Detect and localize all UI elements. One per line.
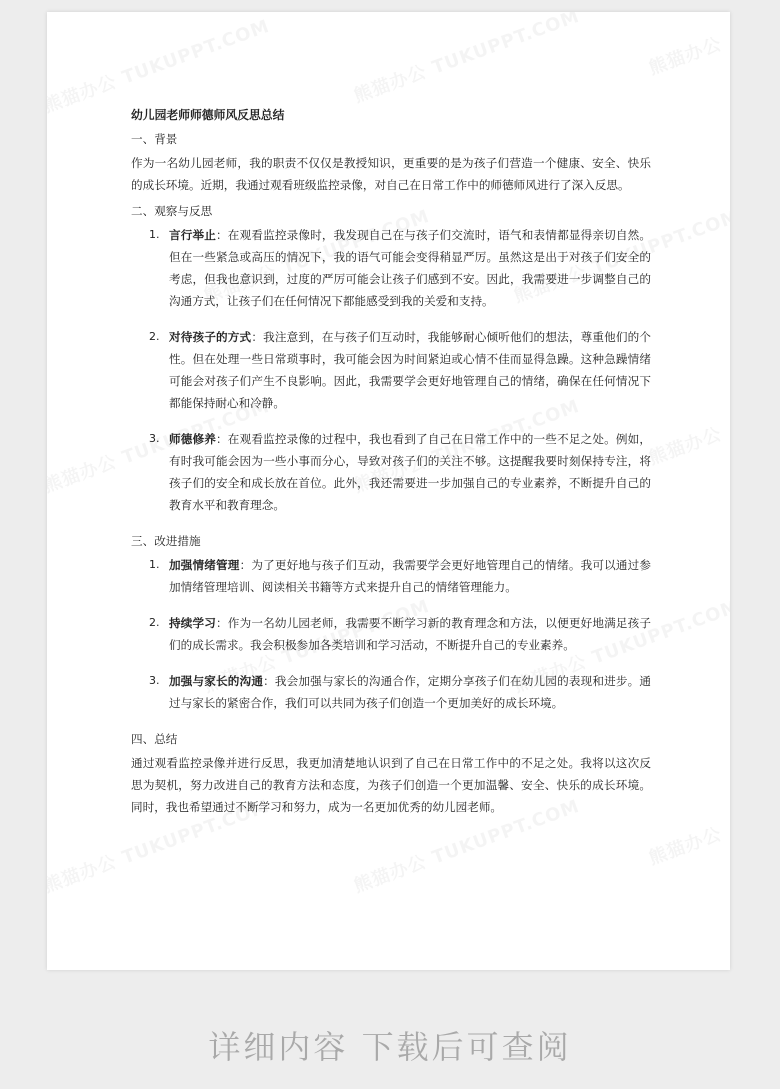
- section-heading-observation: 二、观察与反思: [131, 204, 213, 218]
- list-number: 3.: [149, 432, 160, 445]
- download-prompt: 详细内容 下载后可查阅: [208, 1028, 572, 1066]
- background-paragraph: 作为一名幼儿园老师，我的职责不仅仅是教授知识，更重要的是为孩子们营造一个健康、安全、快乐的成长环境。近期，我通过观看班级监控录像，对自己在日常工作中的师德师风进行了深入反思。: [131, 156, 651, 192]
- list-item: [131, 428, 651, 516]
- list-item-lead: 持续学习: [169, 616, 217, 630]
- watermark: [350, 12, 583, 108]
- list-item-text: ：作为一名幼儿园老师，我需要不断学习新的教育理念和方法，以便更好地满足孩子们的成长需求。我会积极参加各类培训和学习活动，不断提升自己的专业素养。: [169, 616, 651, 652]
- list-item-lead: 言行举止: [169, 228, 217, 242]
- document-page: [47, 12, 730, 970]
- list-item-text: ：我注意到，在与孩子们互动时，我能够耐心倾听他们的想法，尊重他们的个性。但在处理一些日常琐事时，我可能会因为时间紧迫或心情不佳而显得急躁。这种急躁情绪可能会对孩子们产生不良影响。因此，我需要学会更好地管理自己的情绪，确保在任何情况下都能保持耐心和冷静。: [169, 330, 651, 410]
- improvement-list: [131, 554, 651, 714]
- list-item-text: ：为了更好地与孩子们互动，我需要学会更好地管理自己的情绪。我可以通过参加情绪管理培训、阅读相关书籍等方式来提升自己的情绪管理能力。: [169, 558, 651, 594]
- list-number: 2.: [149, 330, 160, 343]
- summary-paragraph: 通过观看监控录像并进行反思，我更加清楚地认识到了自己在日常工作中的不足之处。我将以这次反思为契机，努力改进自己的教育方法和态度，为孩子们创造一个更加温馨、安全、快乐的成长环境。同时，我也希望通过不断学习和努力，成为一名更加优秀的幼儿园老师。: [131, 756, 651, 814]
- list-item: [131, 612, 651, 656]
- watermark: [47, 12, 273, 118]
- section-heading-summary: 四、总结: [131, 732, 178, 746]
- section-heading-background: 一、背景: [131, 132, 178, 146]
- list-item: [131, 554, 651, 598]
- document-title: 幼儿园老师师德师风反思总结: [131, 108, 285, 122]
- document-body: [131, 104, 651, 822]
- list-item-lead: 对待孩子的方式: [169, 330, 252, 344]
- section-heading-improvement: 三、改进措施: [131, 534, 201, 548]
- observation-list: [131, 224, 651, 516]
- watermark: [645, 820, 725, 870]
- list-number: 3.: [149, 674, 160, 687]
- list-number: 2.: [149, 616, 160, 629]
- list-item: [131, 224, 651, 312]
- list-number: 1.: [149, 558, 160, 571]
- list-number: 1.: [149, 228, 160, 241]
- watermark: [645, 30, 725, 80]
- watermark: [645, 420, 725, 470]
- list-item: [131, 326, 651, 414]
- list-item-text: ：在观看监控录像的过程中，我也看到了自己在日常工作中的一些不足之处。例如，有时我可能会因为一些小事而分心，导致对孩子们的关注不够。这提醒我要时刻保持专注，将孩子们的安全和成长放在首位。此外，我还需要进一步加强自己的专业素养，不断提升自己的教育水平和教育理念。: [169, 432, 651, 512]
- list-item-lead: 师德修养: [169, 432, 217, 446]
- list-item-text: ：我会加强与家长的沟通合作，定期分享孩子们在幼儿园的表现和进步。通过与家长的紧密合作，我们可以共同为孩子们创造一个更加美好的成长环境。: [169, 674, 651, 710]
- list-item-lead: 加强情绪管理: [169, 558, 240, 572]
- list-item-text: ：在观看监控录像时，我发现自己在与孩子们交流时，语气和表情都显得亲切自然。但在一些紧急或高压的情况下，我的语气可能会变得稍显严厉。虽然这是出于对孩子们安全的考虑，但我也意识到，过度的严厉可能会让孩子们感到不安。因此，我需要进一步调整自己的沟通方式，让孩子们在任何情况下都能感受到我的关爱和支持。: [169, 228, 651, 308]
- list-item-lead: 加强与家长的沟通: [169, 674, 264, 688]
- list-item: [131, 670, 651, 714]
